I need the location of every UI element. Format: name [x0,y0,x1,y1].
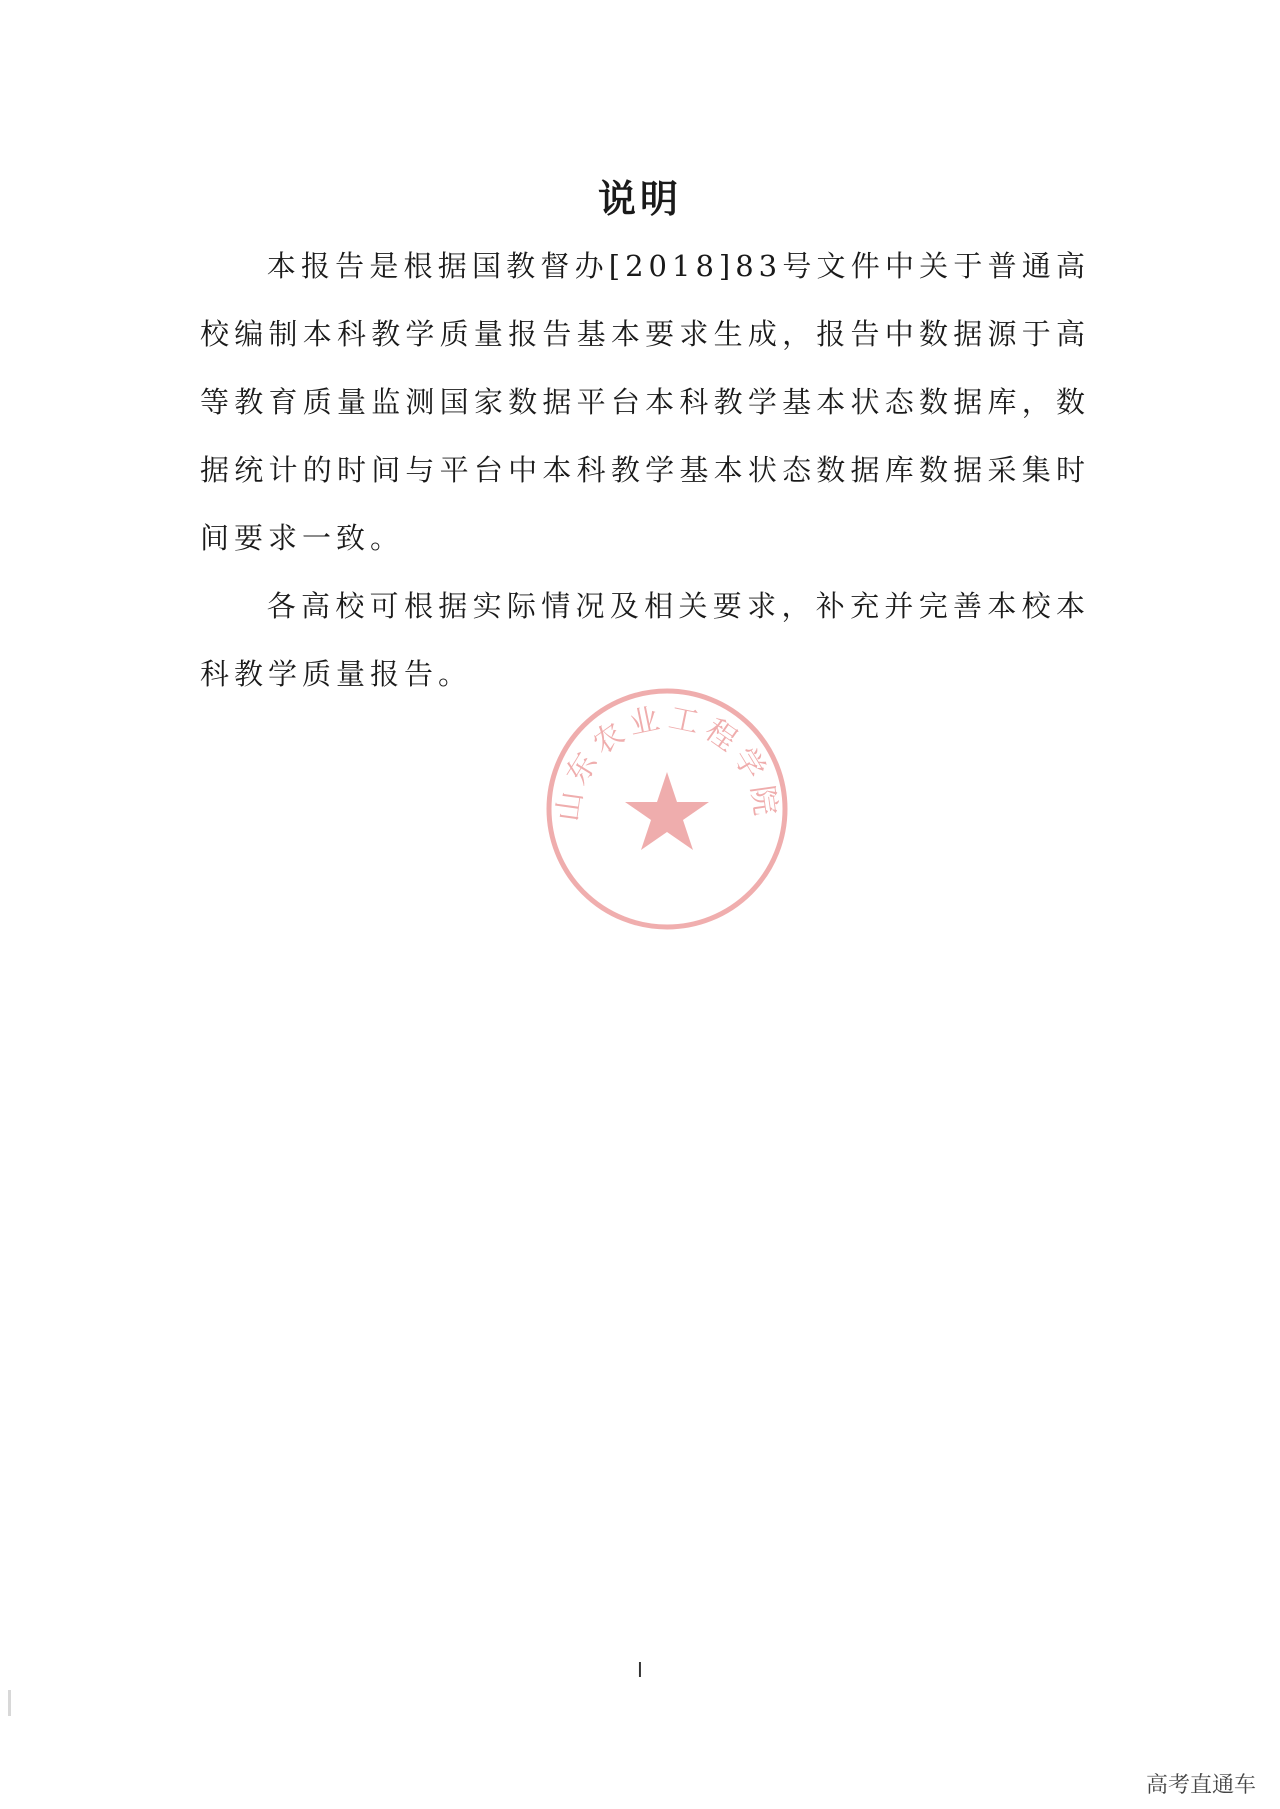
paragraph-2: 各高校可根据实际情况及相关要求，补充并完善本校本科教学质量报告。 [200,589,1090,691]
body-text [200,232,1090,708]
watermark-text: 高考直通车 [1145,1773,1256,1798]
page-number: I [637,1658,643,1682]
seal-star [625,772,709,850]
page-title: 说明 [597,177,682,221]
scan-edge-mark [8,1690,11,1716]
seal-text: 山东农业工程学院 [550,700,784,824]
paragraph-1: 本报告是根据国教督办[2018]83号文件中关于普通高校编制本科教学质量报告基本要求生成，报告中数据源于高等教育质量监测国家数据平台本科教学基本状态数据库，数据统计的时间与平台中本科教学基本状态数据库数据采集时间要求一致。 [200,249,1090,555]
official-seal-icon [538,680,796,938]
